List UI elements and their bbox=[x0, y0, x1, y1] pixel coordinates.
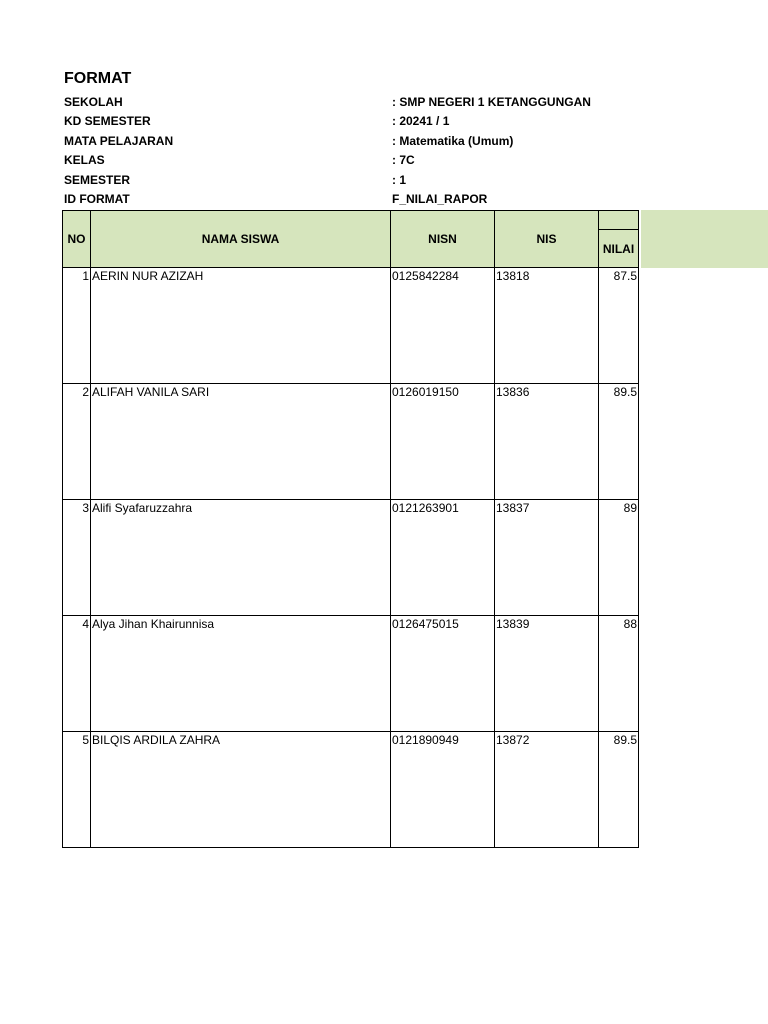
cell-nilai[interactable]: 89 bbox=[599, 500, 639, 616]
meta-value-kd-semester: : 20241 / 1 bbox=[392, 114, 450, 128]
header-no[interactable]: NO bbox=[63, 211, 91, 268]
cell-nilai[interactable]: 88 bbox=[599, 616, 639, 732]
cell-nis[interactable]: 13818 bbox=[495, 268, 599, 384]
cell-no[interactable]: 4 bbox=[63, 616, 91, 732]
cell-nisn[interactable]: 0121263901 bbox=[391, 500, 495, 616]
header-group-blank[interactable] bbox=[599, 211, 639, 230]
cell-nis[interactable]: 13872 bbox=[495, 732, 599, 848]
meta-value-mata-pelajaran: : Matematika (Umum) bbox=[392, 134, 514, 148]
form-title: FORMAT bbox=[64, 70, 132, 87]
table-row bbox=[63, 384, 639, 500]
table-header-row bbox=[63, 211, 639, 230]
cell-nilai[interactable]: 89.5 bbox=[599, 732, 639, 848]
cell-nis[interactable]: 13837 bbox=[495, 500, 599, 616]
meta-label-mata-pelajaran: MATA PELAJARAN bbox=[64, 134, 174, 148]
cell-nilai[interactable]: 89.5 bbox=[599, 384, 639, 500]
cell-no[interactable]: 3 bbox=[63, 500, 91, 616]
table-row bbox=[63, 268, 639, 384]
header-nama-siswa[interactable]: NAMA SISWA bbox=[91, 211, 391, 268]
header-nilai[interactable]: NILAI bbox=[599, 230, 639, 268]
header-fill-extension bbox=[641, 210, 768, 268]
table-row bbox=[63, 500, 639, 616]
cell-name[interactable]: Alya Jihan Khairunnisa bbox=[91, 616, 391, 732]
header-nis[interactable]: NIS bbox=[495, 211, 599, 268]
header-nisn[interactable]: NISN bbox=[391, 211, 495, 268]
cell-no[interactable]: 1 bbox=[63, 268, 91, 384]
table-row bbox=[63, 616, 639, 732]
meta-value-semester: : 1 bbox=[392, 173, 407, 187]
cell-nilai[interactable]: 87.5 bbox=[599, 268, 639, 384]
cell-name[interactable]: ALIFAH VANILA SARI bbox=[91, 384, 391, 500]
cell-no[interactable]: 2 bbox=[63, 384, 91, 500]
cell-name[interactable]: AERIN NUR AZIZAH bbox=[91, 268, 391, 384]
cell-nis[interactable]: 13839 bbox=[495, 616, 599, 732]
meta-label-kelas: KELAS bbox=[64, 153, 105, 167]
meta-label-sekolah: SEKOLAH bbox=[64, 95, 123, 109]
cell-name[interactable]: BILQIS ARDILA ZAHRA bbox=[91, 732, 391, 848]
grades-table bbox=[62, 210, 639, 848]
cell-nisn[interactable]: 0126475015 bbox=[391, 616, 495, 732]
cell-no[interactable]: 5 bbox=[63, 732, 91, 848]
cell-nis[interactable]: 13836 bbox=[495, 384, 599, 500]
meta-value-sekolah: : SMP NEGERI 1 KETANGGUNGAN bbox=[392, 95, 591, 109]
meta-label-semester: SEMESTER bbox=[64, 173, 131, 187]
meta-label-kd-semester: KD SEMESTER bbox=[64, 114, 151, 128]
cell-nisn[interactable]: 0121890949 bbox=[391, 732, 495, 848]
table-row bbox=[63, 732, 639, 848]
cell-nisn[interactable]: 0126019150 bbox=[391, 384, 495, 500]
meta-label-id-format: ID FORMAT bbox=[64, 192, 130, 206]
meta-value-id-format: F_NILAI_RAPOR bbox=[392, 192, 488, 206]
meta-value-kelas: : 7C bbox=[392, 153, 415, 167]
cell-nisn[interactable]: 0125842284 bbox=[391, 268, 495, 384]
cell-name[interactable]: Alifi Syafaruzzahra bbox=[91, 500, 391, 616]
